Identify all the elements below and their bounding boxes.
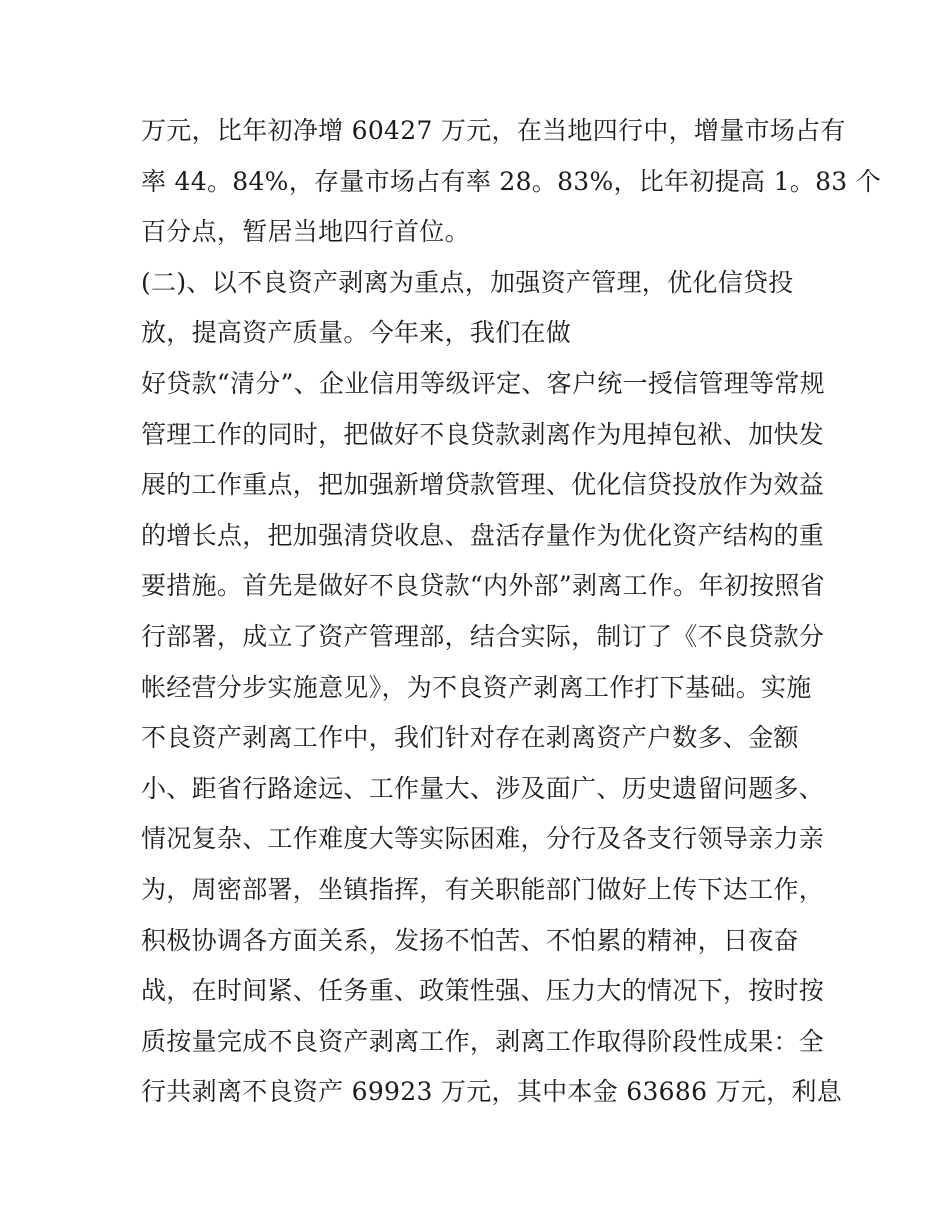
section-heading-line: 放，提高资产质量。今年来，我们在做 [141, 318, 572, 348]
text-line: 百分点，暂居当地四行首位。 [141, 217, 470, 247]
text-line: 展的工作重点，把加强新增贷款管理、优化信贷投放作为效益 [141, 470, 825, 500]
text-line: 的增长点，把加强清贷收息、盘活存量作为优化资产结构的重 [141, 520, 825, 550]
text-line: 小、距省行路途远、工作量大、涉及面广、历史遗留问题多、 [141, 773, 825, 803]
text-line: 质按量完成不良资产剥离工作，剥离工作取得阶段性成果：全 [141, 1026, 825, 1056]
text-line: 不良资产剥离工作中，我们针对存在剥离资产户数多、金额 [141, 723, 799, 753]
text-line: 情况复杂、工作难度大等实际困难，分行及各支行领导亲力亲 [141, 824, 825, 854]
text-line: 为，周密部署，坐镇指挥，有关职能部门做好上传下达工作， [141, 874, 825, 904]
text-line: 战，在时间紧、任务重、政策性强、压力大的情况下，按时按 [141, 976, 825, 1006]
text-line: 行共剥离不良资产 69923 万元，其中本金 63686 万元，利息 [141, 1077, 843, 1107]
body-text [141, 106, 882, 1118]
section-heading-line: (二)、以不良资产剥离为重点，加强资产管理，优化信贷投 [141, 267, 794, 297]
text-line: 要措施。首先是做好不良贷款“内外部”剥离工作。年初按照省 [141, 571, 825, 601]
text-line: 万元，比年初净增 60427 万元，在当地四行中，增量市场占有 [141, 116, 846, 145]
text-line: 帐经营分步实施意见》，为不良资产剥离工作打下基础。实施 [141, 672, 812, 702]
text-line: 率 44。84%，存量市场占有率 28。83%，比年初提高 1。83 个 [141, 166, 882, 196]
text-line: 积极协调各方面关系，发扬不怕苦、不怕累的精神，日夜奋 [141, 925, 799, 955]
text-line: 好贷款“清分”、企业信用等级评定、客户统一授信管理等常规 [141, 368, 825, 398]
text-line: 管理工作的同时，把做好不良贷款剥离作为甩掉包袱、加快发 [141, 419, 825, 449]
text-line: 行部署，成立了资产管理部，结合实际，制订了《不良贷款分 [141, 621, 825, 651]
